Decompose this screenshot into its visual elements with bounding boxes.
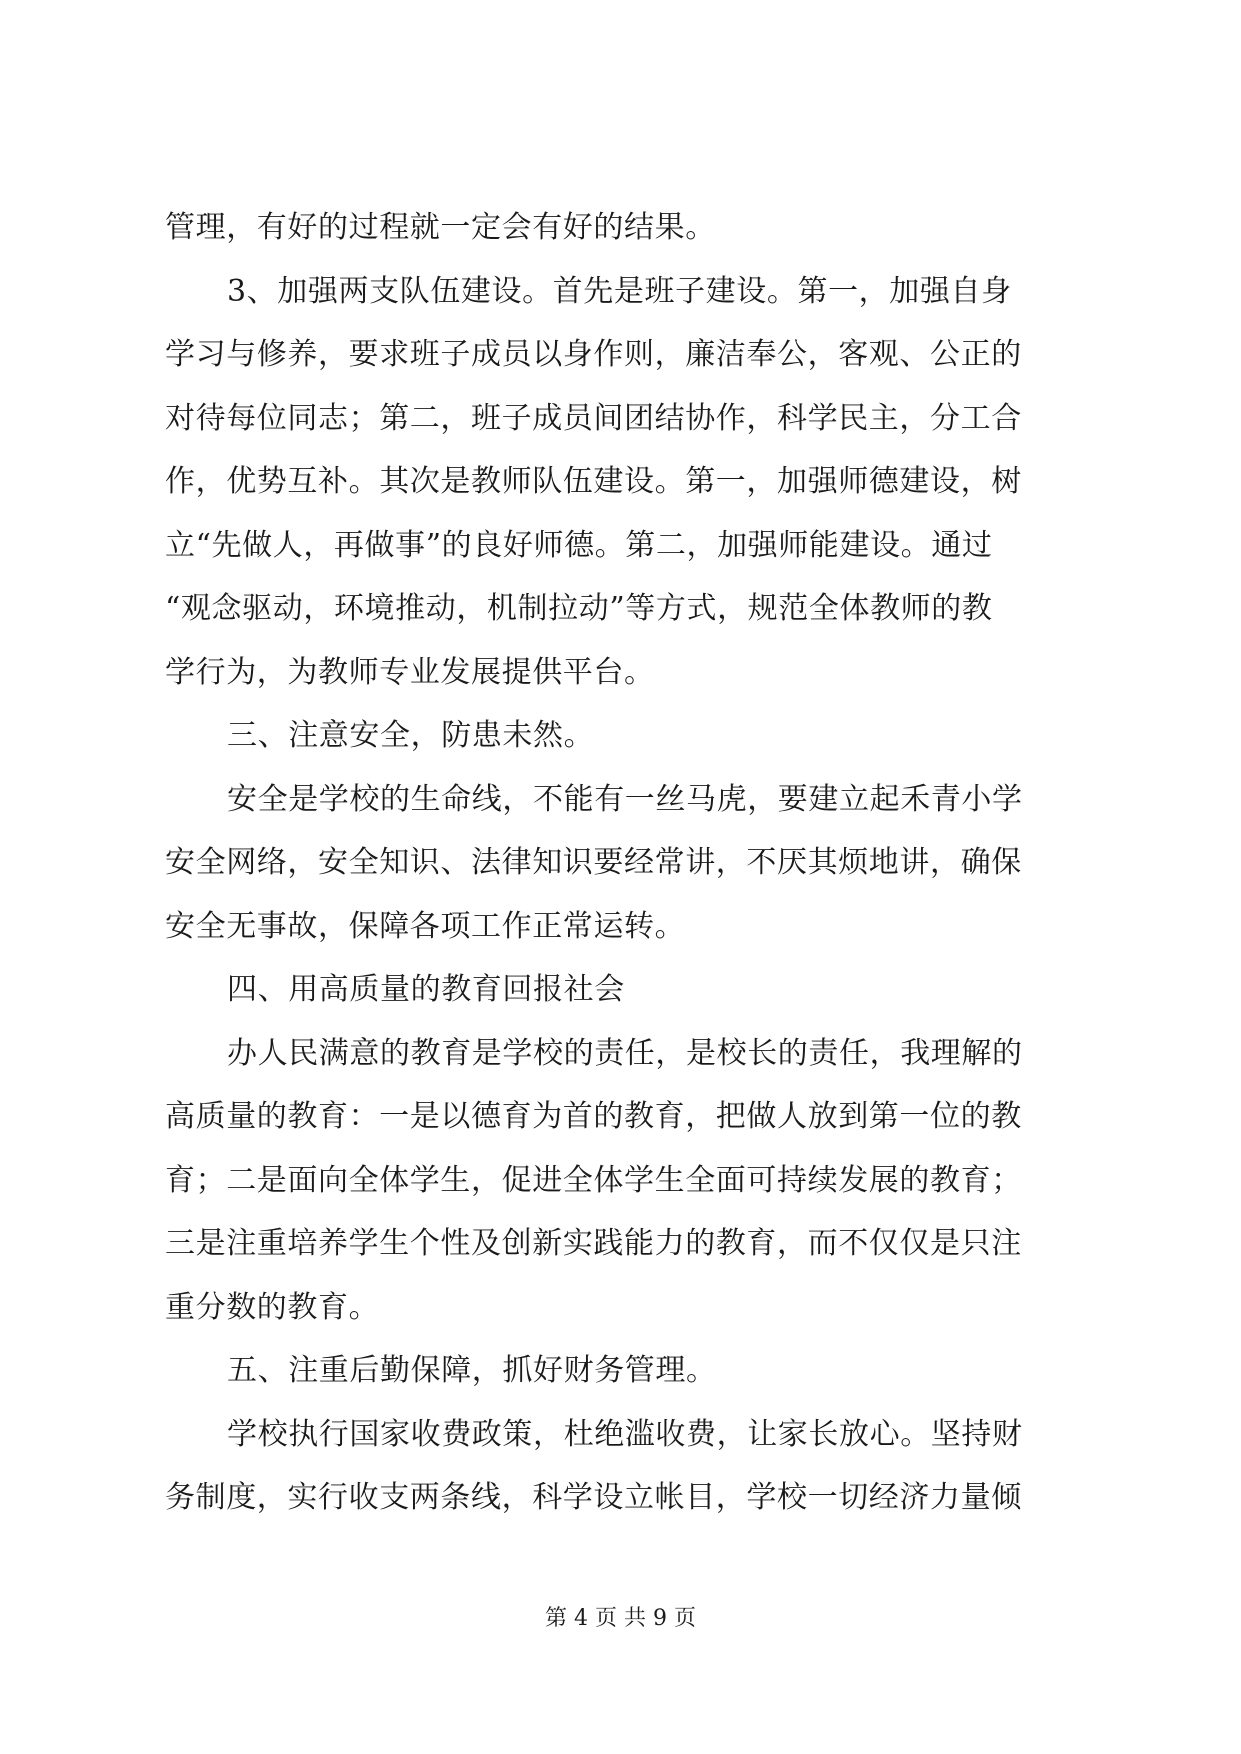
- body-line: 务制度，实行收支两条线，科学设立帐目，学校一切经济力量倾: [165, 1480, 1022, 1515]
- body-line: 三是注重培养学生个性及创新实践能力的教育，而不仅仅是只注: [165, 1226, 1022, 1261]
- body-line: 管理，有好的过程就一定会有好的结果。: [165, 210, 716, 245]
- body-line: 育；二是面向全体学生，促进全体学生全面可持续发展的教育；: [165, 1162, 1022, 1198]
- body-line: 安全无事故，保障各项工作正常运转。: [165, 908, 686, 944]
- document-body: [165, 196, 1085, 1530]
- body-line: 作，优势互补。其次是教师队伍建设。第一，加强师德建设，树: [165, 464, 1022, 499]
- page-number-footer: 第 4 页 共 9 页: [545, 1606, 696, 1631]
- section-heading: 三、注意安全，防患未然。: [227, 718, 595, 753]
- body-line: 安全是学校的生命线，不能有一丝马虎，要建立起禾青小学: [227, 781, 1023, 817]
- body-line: 高质量的教育：一是以德育为首的教育，把做人放到第一位的教: [165, 1099, 1022, 1134]
- body-line: 重分数的教育。: [165, 1289, 380, 1325]
- body-line: 学习与修养，要求班子成员以身作则，廉洁奉公，客观、公正的: [165, 337, 1022, 372]
- body-line: 学校执行国家收费政策，杜绝滥收费，让家长放心。坚持财: [227, 1416, 1023, 1452]
- section-heading: 四、用高质量的教育回报社会: [227, 972, 625, 1007]
- body-line: 安全网络，安全知识、法律知识要经常讲，不厌其烦地讲，确保: [165, 845, 1022, 880]
- body-line: 办人民满意的教育是学校的责任，是校长的责任，我理解的: [227, 1035, 1023, 1071]
- section-heading: 五、注重后勤保障，抓好财务管理。: [227, 1353, 717, 1388]
- body-line: 3、加强两支队伍建设。首先是班子建设。第一，加强自身: [227, 273, 1012, 309]
- body-line: 学行为，为教师专业发展提供平台。: [165, 654, 655, 690]
- body-line: 对待每位同志；第二，班子成员间团结协作，科学民主，分工合: [165, 400, 1022, 436]
- body-line: “观念驱动，环境推动，机制拉动”等方式，规范全体教师的教: [165, 591, 993, 626]
- body-line: 立“先做人，再做事”的良好师德。第二，加强师能建设。通过: [165, 527, 993, 563]
